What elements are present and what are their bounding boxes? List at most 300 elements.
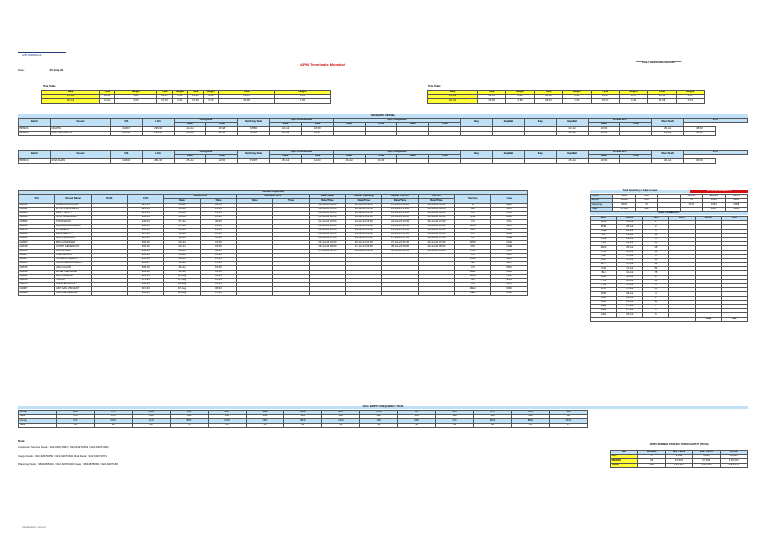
column-subheader: Time xyxy=(365,155,397,159)
cfs-cell: 54 xyxy=(322,423,360,427)
tide-cell: 3.98 xyxy=(506,99,534,103)
tide-col: Time xyxy=(188,91,203,95)
expected-cell: MSC xyxy=(491,266,528,270)
cfs-cell: BST xyxy=(170,419,208,423)
traffic-cell: DAY xyxy=(611,455,638,459)
column-header: Imp/Bal xyxy=(492,119,524,127)
column-header: Cut Off xyxy=(418,195,454,199)
vessel-cell: 22:00 xyxy=(588,131,620,135)
expected-cell: G0916 xyxy=(19,266,55,270)
expected-cell: RUBY SOFTY xyxy=(55,211,91,215)
vessel-cell: 11:00 xyxy=(365,159,397,163)
expected-cell: 295.00 xyxy=(128,249,164,253)
tide-col: Time xyxy=(157,91,172,95)
cfs-cell: HKI xyxy=(170,411,208,415)
rail-col: GATE xyxy=(617,217,643,221)
cfs-cell: AMB xyxy=(284,411,322,415)
expected-cell: TONGSHAN xyxy=(55,220,91,224)
tide-table-1 xyxy=(41,90,331,104)
traffic-col: VESSEL xyxy=(638,451,665,455)
expected-cell: XPRESS ANTILLIA xyxy=(55,203,91,207)
expected-cell: 23-Jul-24 21:00 xyxy=(346,224,382,228)
vessel-cell xyxy=(524,159,556,163)
column-subheader: Date xyxy=(588,123,620,127)
vessel-cell: 299.90 xyxy=(142,131,174,135)
expected-cell: 20-Jul-24 04:00 xyxy=(309,211,345,215)
expected-cell: 16:00 xyxy=(200,283,236,287)
traffic-cell: 67,844 xyxy=(693,459,720,463)
cfs-cell: DDT xyxy=(322,411,360,415)
column-header: Ops Commenced xyxy=(270,119,334,123)
expected-cell: 21-Jul-24 23:00 xyxy=(309,220,345,224)
vessel-cell: 26-Jul xyxy=(333,159,365,163)
expected-cell: ABIM AEGYTI xyxy=(55,232,91,236)
expected-cell: 22-Jul-24 04:00 xyxy=(309,228,345,232)
vessel-cell xyxy=(397,159,429,163)
tide-cell: 14:47 xyxy=(591,95,619,99)
expected-cell: GS1 xyxy=(455,216,491,220)
cfs-cell: YCL xyxy=(436,419,474,423)
tide-cell: 02:19 xyxy=(478,95,506,99)
cfs-cell: 238 xyxy=(132,415,170,419)
expected-cell: 26-Jul xyxy=(164,207,200,211)
expected-cell: 29-Jul-24 02:00 xyxy=(346,249,382,253)
date-row xyxy=(18,69,63,72)
expected-cell: 24-Jul-24 01:00 xyxy=(309,241,345,245)
cfs-cell: CEN xyxy=(322,419,360,423)
traffic-cell: 3,399 xyxy=(665,455,692,459)
rail-cell: 51 xyxy=(643,263,669,267)
on-berth-title: ON BERTH VESSEL xyxy=(18,114,748,118)
tide-col: Time xyxy=(100,91,115,95)
expected-cell: ASIA VALOR xyxy=(55,266,91,270)
column-header: ETC xyxy=(684,151,748,155)
column-subheader: Time xyxy=(206,123,238,127)
expected-cell: 01-Aug xyxy=(164,274,200,278)
column-subheader: Time xyxy=(429,155,461,159)
rail-cell: 6 xyxy=(643,284,669,288)
cfs-cell: MIZ xyxy=(398,419,436,423)
expected-cell: G0834 xyxy=(19,224,55,228)
tide-cell: 3.81 xyxy=(115,95,157,99)
tide-cell: 09:04 xyxy=(534,99,562,103)
expected-cell: ESS xyxy=(491,278,528,282)
tide-col: Height xyxy=(619,91,647,95)
rail-cell: PNE xyxy=(591,225,617,229)
vessel-cell: 26-Jul xyxy=(652,131,684,135)
vessel-cell: 25-Jul xyxy=(652,127,684,131)
traffic-cell: 8,20,379 xyxy=(720,463,747,467)
column-subheader: Date xyxy=(270,123,302,127)
vessel-cell: ASIA SHAN xyxy=(50,159,110,163)
vessel-cell xyxy=(429,159,461,163)
expected-cell: 18-Jul-24 09:00 xyxy=(309,203,345,207)
expected-cell: 27-Jul-24 09:00 xyxy=(346,245,382,249)
expected-cell: 04:00 xyxy=(200,249,236,253)
rail-cell: 25-Jul xyxy=(617,221,643,225)
expected-cell: 27-Jul xyxy=(164,224,200,228)
expected-cell: TRIKUTEE EXPRESS xyxy=(55,262,91,266)
expected-cell: HLC xyxy=(491,262,528,266)
expected-cell: 29-Jul xyxy=(164,249,200,253)
cfs-cell: 285 xyxy=(284,415,322,419)
vessel-cell: 25-Jul xyxy=(556,159,588,163)
vessel-cell: 22-Jul xyxy=(556,127,588,131)
tide-cell: 25-Jul xyxy=(42,95,100,99)
expected-cell: 23-Jul-24 04:00 xyxy=(382,211,418,215)
traffic-cell: 28 xyxy=(638,459,665,463)
traffic-table xyxy=(610,450,748,468)
yard-cell: 1934 xyxy=(703,203,725,207)
expected-cell: ONE xyxy=(491,237,528,241)
vessel-cell: 381.00 xyxy=(142,159,174,163)
tide-cell: 01:21 xyxy=(100,99,115,103)
tide-cell: 25-Jul xyxy=(428,95,478,99)
traffic-cell: 10,645 xyxy=(720,455,747,459)
expected-cell: 315.00 xyxy=(128,287,164,291)
expected-cell: 18:00 xyxy=(200,266,236,270)
expected-cell: MNS xyxy=(455,224,491,228)
expected-cell: AQUARIA EXPRESS xyxy=(55,224,91,228)
expected-cell: G0960 xyxy=(19,241,55,245)
rail-cell: 21-Jul xyxy=(617,300,643,304)
expected-cell: G0976 xyxy=(19,228,55,232)
expected-cell: G0867 xyxy=(19,253,55,257)
cfs-cell: LL xyxy=(398,411,436,415)
expected-cell: MSC PEGASUS xyxy=(55,237,91,241)
rail-cell: 2 xyxy=(643,296,669,300)
rail-cell: 25 xyxy=(643,246,669,250)
expected-cell: 397.00 xyxy=(128,232,164,236)
expected-cell: 300.00 xyxy=(128,216,164,220)
expected-cell: 18:00 xyxy=(200,245,236,249)
cfs-cell: 41 xyxy=(511,423,549,427)
expected-cell: 28-Jul-24 05:00 xyxy=(418,232,454,236)
cfs-cell: 137 xyxy=(132,423,170,427)
expected-cell xyxy=(309,291,345,295)
rail-cell: 75 xyxy=(643,271,669,275)
rail-cell: 3 xyxy=(643,309,669,313)
cfs-cell: 428 xyxy=(511,415,549,419)
expected-cell xyxy=(273,291,309,295)
expected-cell: 306.00 xyxy=(128,266,164,270)
vessel-cell: BPMO1 xyxy=(19,127,51,131)
cfs-cell: COP xyxy=(208,419,246,423)
column-header: LOA xyxy=(142,151,174,159)
vessel-cell: G0632 xyxy=(110,159,142,163)
rail-cell: TVA xyxy=(591,242,617,246)
tide-col: Time xyxy=(648,91,676,95)
yard-title: Yard Inventory / Gate Issues xyxy=(590,190,690,193)
expected-cell: 225.06 xyxy=(128,207,164,211)
expected-cell xyxy=(346,291,382,295)
column-header: Exp/Bal xyxy=(556,119,588,127)
expected-cell: 22-Jul-24 15:00 xyxy=(382,207,418,211)
cfs-cell: DEE xyxy=(246,411,284,415)
expected-cell xyxy=(237,291,273,295)
rail-cell: CPE xyxy=(591,237,617,241)
column-header: Alongside xyxy=(174,151,238,155)
yard-cell: 200 xyxy=(635,195,657,199)
expected-cell: 13:00 xyxy=(200,211,236,215)
rail-cell: ABS xyxy=(591,309,617,313)
rail-table xyxy=(590,216,748,322)
notes xyxy=(18,440,118,466)
expected-cell: PAC xyxy=(491,249,528,253)
tide-cell: 4.09 xyxy=(506,95,534,99)
rail-cell: 35 xyxy=(643,258,669,262)
expected-cell: 15:00 xyxy=(200,291,236,295)
column-subheader: Date xyxy=(164,199,200,203)
vessel-cell: 22-Jul xyxy=(270,127,302,131)
expected-cell: ONE xyxy=(491,245,528,249)
expected-cell: GEC xyxy=(491,203,528,207)
vessel-cell xyxy=(397,131,429,135)
yard-cell: 10459 xyxy=(613,199,635,203)
cfs-cell: 16 xyxy=(360,423,398,427)
yard-cell: Total xyxy=(591,207,613,211)
cfs-cell: 94 xyxy=(56,423,94,427)
column-subheader: Time xyxy=(620,123,652,127)
expected-cell: 25-Jul-24 03:00 xyxy=(346,232,382,236)
vessel-cell xyxy=(461,131,493,135)
expected-cell: PAC xyxy=(491,211,528,215)
column-header: Arrival EPL xyxy=(588,151,652,155)
tide-cell: 4.09 xyxy=(203,95,218,99)
cfs-cell: 94 xyxy=(549,415,587,419)
note-line: Planning Desk : 9820285491 / 022-62971003 Gate : 9664878660 / 022-6297168 xyxy=(18,462,118,467)
rail-total-label: Total xyxy=(695,317,721,321)
yard-cell: 1843 xyxy=(703,199,725,203)
expected-cell: G0942 xyxy=(19,207,55,211)
tide-cell: 20:38 xyxy=(219,99,275,103)
vessel-row xyxy=(19,131,748,135)
column-header: Vessel ETA xyxy=(164,195,237,199)
vessel-cell: BPMO3 xyxy=(19,159,51,163)
column-subheader: Time xyxy=(365,123,397,127)
note-line: Customer Service Desk : 022-62971951 / 022-62971952 / 022-62971002 xyxy=(18,444,109,449)
rail-cell: 7 xyxy=(643,304,669,308)
column-header: Draft xyxy=(91,195,127,203)
expected-cell: CCL xyxy=(491,274,528,278)
report-title: ******DAILY BERTHING REPORT****** xyxy=(636,61,682,64)
rail-cell: 25-Jul xyxy=(617,233,643,237)
expected-cell: 23-Jul-24 08:00 xyxy=(346,216,382,220)
expected-cell: CIS xyxy=(455,211,491,215)
column-header: Imp/Bal xyxy=(492,151,524,159)
expected-cell: ITHOIA xyxy=(55,278,91,282)
tide-cell: 07:32 xyxy=(157,99,172,103)
rail-cell: 25-Jul xyxy=(617,313,643,317)
expected-cell: 294.06 xyxy=(128,228,164,232)
yard-cell: 205 xyxy=(635,199,657,203)
rail-cell: 17-Jul xyxy=(617,263,643,267)
yard-table xyxy=(590,194,748,212)
expected-cell: 07-Aug xyxy=(164,278,200,282)
tide-col: Height xyxy=(203,91,218,95)
traffic-cell: 0 xyxy=(638,455,665,459)
tide-col: Height xyxy=(676,91,704,95)
column-header: Vessel xyxy=(50,151,110,159)
column-header: Ops Completed xyxy=(333,119,460,123)
column-subheader: Time xyxy=(206,155,238,159)
rail-cell: 17-Jul xyxy=(617,254,643,258)
expected-cell: 13:00 xyxy=(200,216,236,220)
tide-cell: 26-Jul xyxy=(42,99,100,103)
traffic-row xyxy=(611,463,748,467)
cfs-cell: JWK xyxy=(56,411,94,415)
rail-cell: 27-Jul xyxy=(617,309,643,313)
cfs-cell: 42 xyxy=(474,423,512,427)
vessel-cell: 25-Jul xyxy=(556,131,588,135)
column-header: LOA xyxy=(128,195,164,203)
expected-cell: 30-Jul xyxy=(164,232,200,236)
expected-cell: MSC xyxy=(491,216,528,220)
expected-cell: CCL xyxy=(491,220,528,224)
column-header: Line xyxy=(491,195,528,203)
on-berth-table-2 xyxy=(18,150,748,164)
rail-cell: 40 xyxy=(643,242,669,246)
yard-cell: GATE xyxy=(680,195,702,199)
tide-cell: 1.16 xyxy=(275,95,331,99)
vessel-cell: 10:00 xyxy=(588,159,620,163)
expected-cell: CU xyxy=(455,232,491,236)
vessel-cell: 25-Jul xyxy=(270,159,302,163)
column-header: Service xyxy=(455,195,491,203)
rail-cell: 53 xyxy=(643,267,669,271)
expected-cell: 10:00 xyxy=(200,270,236,274)
expected-cell: 26-Jul-24 21:00 xyxy=(418,220,454,224)
tide-col: Date xyxy=(42,91,100,95)
expected-cell: SLI xyxy=(455,262,491,266)
rail-cell: 12 xyxy=(643,250,669,254)
cfs-cell: Teus xyxy=(19,415,57,419)
expected-cell: JOKI BINGA xyxy=(55,249,91,253)
expected-cell: MNS xyxy=(455,274,491,278)
expected-cell: MEU xyxy=(455,270,491,274)
tide-col: Height xyxy=(115,91,157,95)
expected-cell: 20-Jul-24 09:00 xyxy=(346,203,382,207)
expected-cell: 09-Aug xyxy=(164,291,200,295)
rail-cell: 17-Jul xyxy=(617,284,643,288)
rail-cell: 16-Jul xyxy=(617,275,643,279)
expected-title: Vessels Expected xyxy=(19,191,528,195)
gate-title: GATE MOVEMENTS xyxy=(690,190,748,193)
expected-cell: CAPE ELOWOUT xyxy=(55,283,91,287)
rail-cell: 17 xyxy=(643,275,669,279)
expected-cell: 26-Jul-24 07:00 xyxy=(346,237,382,241)
expected-cell: 15:00 xyxy=(200,262,236,266)
column-subheader: Date xyxy=(588,155,620,159)
expected-cell: G0887 xyxy=(19,258,55,262)
tide-row xyxy=(42,99,331,103)
expected-cell: 24-Jul-24 08:00 xyxy=(382,216,418,220)
expected-cell: 31-Jul xyxy=(164,270,200,274)
note-line: Cargo Desk : 022-62971850 / 022-62971641 Rail Desk : 022-62971974 xyxy=(18,453,107,458)
tide-cell: 13:39 xyxy=(188,99,203,103)
vessel-cell: G0917 xyxy=(110,127,142,131)
rail-cell: 5 xyxy=(643,313,669,317)
column-subheader: Date xyxy=(333,123,365,127)
rail-cell: 3 xyxy=(643,229,669,233)
cfs-cell: 126 xyxy=(474,415,512,419)
date-value: 25-July-24 xyxy=(49,68,64,72)
expected-cell: 23:00 xyxy=(200,224,236,228)
expected-table xyxy=(18,190,528,296)
rail-cell: MSL xyxy=(591,221,617,225)
traffic-cell: 1,35,237 xyxy=(720,459,747,463)
column-header: Berthing Side xyxy=(238,119,270,127)
expected-cell: 225.30 xyxy=(128,203,164,207)
column-subheader: Date/Time xyxy=(309,199,345,203)
expected-cell: 24-Jul-24 23:00 xyxy=(382,220,418,224)
column-subheader: Date xyxy=(174,123,206,127)
expected-cell xyxy=(418,291,454,295)
yard-cell: 2023 xyxy=(613,203,635,207)
expected-cell: 24-Jul-24 03:00 xyxy=(418,203,454,207)
tide-table-label: Tide Table xyxy=(43,85,56,88)
rail-cell: 11 xyxy=(643,300,669,304)
rail-cell: ICD xyxy=(591,267,617,271)
column-header: Reefer Opening xyxy=(346,195,382,199)
cfs-cell: 345 xyxy=(398,415,436,419)
tide-cell: 0.33 xyxy=(172,95,187,99)
cfs-cell: 27 xyxy=(549,423,587,427)
expected-row xyxy=(19,291,528,295)
expected-cell: CS xyxy=(455,283,491,287)
date-label: Date: xyxy=(18,68,25,72)
expected-cell: CONTI GENEROUT xyxy=(55,245,91,249)
expected-cell: 29-Jul-24 07:00 xyxy=(418,237,454,241)
expected-cell: G0975 xyxy=(19,283,55,287)
rail-cell: DSP xyxy=(591,258,617,262)
column-header: Ops Commenced xyxy=(270,151,334,155)
notes-title: Note: xyxy=(18,439,26,443)
expected-cell: G0987 xyxy=(19,287,55,291)
column-subheader: Date/Time xyxy=(346,199,382,203)
tide-cell: 4.57 xyxy=(619,95,647,99)
cfs-cell: GRT xyxy=(208,411,246,415)
vessel-cell xyxy=(365,131,397,135)
page-title: APM Terminals Mumbai xyxy=(300,62,345,67)
rail-cell: 3 xyxy=(643,254,669,258)
column-subheader: Date xyxy=(237,199,273,203)
tide-col: Time xyxy=(591,91,619,95)
cfs-cell: ASS xyxy=(511,411,549,415)
column-header: Wsn Draft xyxy=(652,151,684,159)
vessel-cell xyxy=(333,131,365,135)
rail-cell: 21 xyxy=(643,279,669,283)
expected-cell: XPCL HAMBURG xyxy=(55,216,91,220)
expected-cell: 26-Jul-24 03:00 xyxy=(382,232,418,236)
cfs-cell: BRE xyxy=(511,419,549,423)
rail-cell: 25-Jul xyxy=(617,225,643,229)
expected-cell: 21-Jul-24 21:00 xyxy=(309,224,345,228)
yard-cell: Entries xyxy=(703,195,725,199)
expected-cell: HLC xyxy=(491,258,528,262)
rail-col: GATE xyxy=(695,217,721,221)
expected-cell: 334.00 xyxy=(128,245,164,249)
expected-cell: RI SHIELA xyxy=(55,228,91,232)
tide-cell: 19:44 xyxy=(219,95,275,99)
tide-col: Height xyxy=(172,91,187,95)
expected-cell: 28-Jul xyxy=(164,228,200,232)
column-header: Exp xyxy=(524,119,556,127)
expected-cell: 30-Jul xyxy=(164,266,200,270)
cfs-cell: YMT xyxy=(246,419,284,423)
cfs-cell: 76 xyxy=(170,423,208,427)
vessel-cell: 06:00 xyxy=(684,159,716,163)
